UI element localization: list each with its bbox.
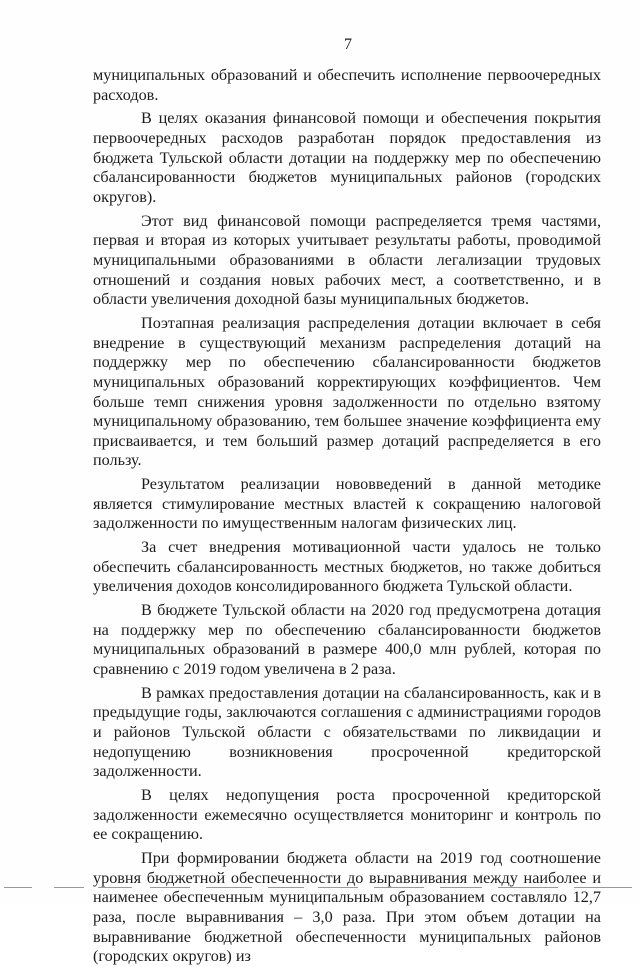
document-body [93,66,601,967]
paragraph-3: Этот вид финансовой помощи распределяется тремя частями, первая и вторая из которых учитывает результаты работы, проводимой муниципальными образованиями в области легализации трудовых отношений и создания новых рабочих мест, а соответственно, и в области увеличения доходной базы муниципальных бюджетов. [93,211,601,309]
scan-edge-marks [0,887,640,891]
paragraph-10: При формировании бюджета области на 2019 год соотношение уровня бюджетной обеспеченности до выравнивания между наиболее и наименее обеспеченным муниципальным образованием составляло 12,7 раза, после выравнивания – 3,0 раза. При этом объем дотации на выравнивание бюджетной обеспеченности муниципальных районов (городских округов) из [93,848,601,966]
paragraph-5: Результатом реализации нововведений в данной методике является стимулирование местных властей к сокращению налоговой задолженности по имущественным налогам физических лиц. [93,475,601,533]
scan-mark [498,887,558,888]
scan-mark [206,887,252,888]
scan-mark [318,887,358,888]
scan-mark [4,887,32,888]
paragraph-4: Поэтапная реализация распределения дотации включает в себя внедрение в существующий механизм распределения дотаций на поддержку мер по обеспечению сбалансированности бюджетов муниципальных образований корректирующих коэффициентов. Чем больше темп снижения уровня задолженности по отдельно взятому муниципальному образованию, тем большее значение коэффициента ему присваивается, и тем больший размер дотаций распределяется в его пользу. [93,313,601,470]
scan-mark [574,887,632,888]
paragraph-1: муниципальных образований и обеспечить исполнение первоочередных расходов. [93,66,601,104]
scan-mark [440,887,482,888]
scan-mark [54,887,84,888]
paragraph-2: В целях оказания финансовой помощи и обеспечения покрытия первоочередных расходов разработан порядок предоставления из бюджета Тульской области дотации на поддержку мер по обеспечению сбалансированности бюджетов муниципальных районов (городских округов). [93,109,601,206]
paragraph-8: В рамках предоставления дотации на сбалансированность, как и в предыдущие годы, заключаются соглашения с администрациями городов и районов Тульской области с обязательствами по ликвидации и недопущению возникновения просроченной кредиторской задолженности. [93,683,601,781]
scan-mark [374,887,424,888]
scan-mark [98,887,132,888]
paragraph-7: В бюджете Тульской области на 2020 год предусмотрена дотация на поддержку мер по обеспечению сбалансированности бюджетов муниципальных образований в размере 400,0 млн рублей, которая по сравнению с 2019 годом увеличена в 2 раза. [93,601,601,679]
paragraph-6: За счет внедрения мотивационной части удалось не только обеспечить сбалансированность местных бюджетов, но также добиться увеличения доходов консолидированного бюджета Тульской области. [93,538,601,596]
paragraph-9: В целях недопущения роста просроченной кредиторской задолженности ежемесячно осуществляется мониторинг и контроль по ее сокращению. [93,785,601,844]
scan-mark [150,887,190,888]
scan-mark [268,887,304,888]
page-number: 7 [344,36,352,53]
